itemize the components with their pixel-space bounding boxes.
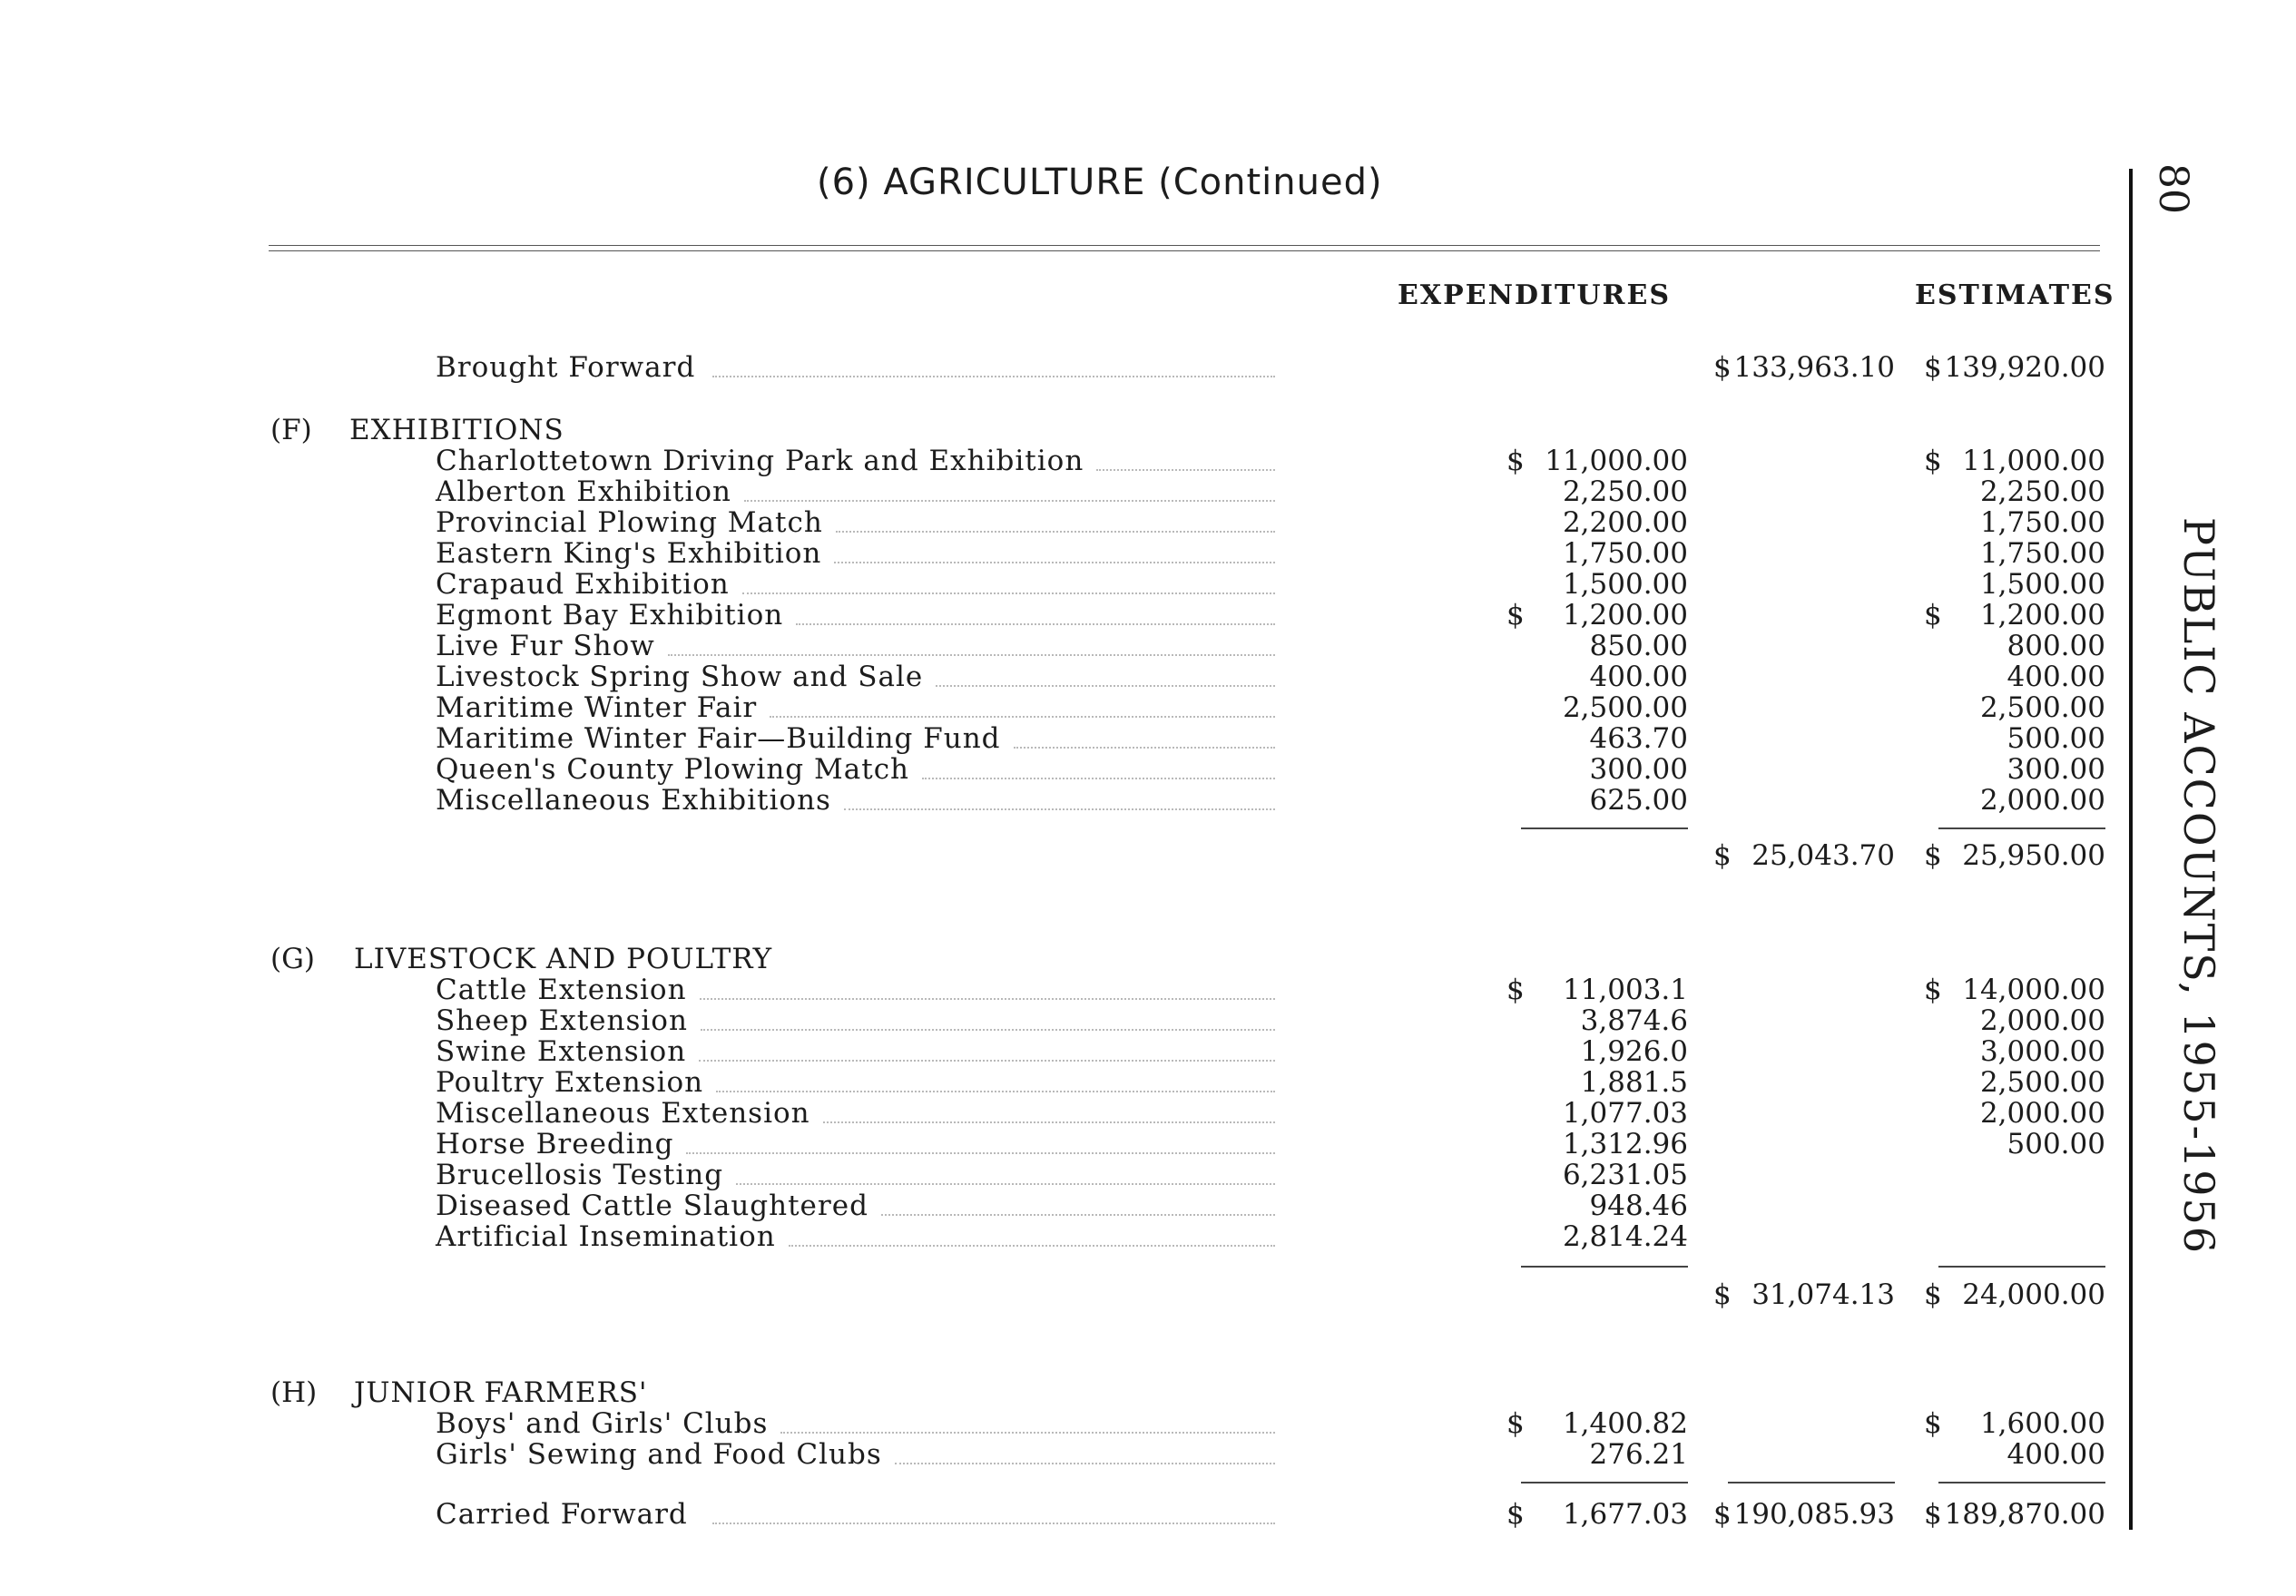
line-item-estimate: 800.00 [2007,630,2105,662]
margin-rule [2129,169,2133,1530]
section-title: EXHIBITIONS [349,414,564,446]
dollar-sign: $ [1713,351,1732,384]
section-g-heading [0,944,2124,974]
header-rule-bottom [269,250,2100,251]
line-item-label: Charlottetown Driving Park and Exhibition [436,445,1084,477]
line-item-row [0,785,2124,816]
line-item-row [0,1036,2124,1067]
line-item-row [0,1221,2124,1252]
dollar-sign: $ [1924,1498,1942,1531]
line-item-row [0,631,2124,661]
section-f-total-estimate: 25,950.00 [1962,839,2105,872]
section-title: JUNIOR FARMERS' [354,1376,648,1409]
dollar-sign: $ [1924,1278,1942,1311]
line-item-label: Sheep Extension [436,1004,688,1037]
leader-dots [1096,469,1275,471]
leader-dots [744,500,1275,502]
leader-dots [895,1463,1275,1464]
line-item-label: Queen's County Plowing Match [436,753,910,786]
leader-dots [716,1091,1275,1092]
section-letter: (H) [270,1376,318,1409]
line-item-row [0,446,2124,476]
line-item-estimate: 1,750.00 [1979,506,2105,539]
column-header-expenditures: EXPENDITURES [1398,279,1671,311]
subtotal-rule [1521,1266,1688,1268]
dollar-sign: $ [1924,351,1942,384]
dollar-sign: $ [1924,599,1942,632]
line-item-label: Brucellosis Testing [436,1159,724,1191]
line-item-estimate: 400.00 [2007,661,2105,693]
line-item-expenditure: 3,874.6 [1580,1004,1688,1037]
section-f-heading [0,415,2124,446]
leader-dots [1014,747,1275,749]
line-item-label: Miscellaneous Exhibitions [436,784,831,817]
column-header-estimates: ESTIMATES [1915,279,2115,311]
line-item-estimate: 3,000.00 [1979,1035,2105,1068]
line-item-label: Maritime Winter Fair—Building Fund [436,722,1001,755]
line-item-label: Eastern King's Exhibition [436,537,822,570]
leader-dots [844,808,1275,810]
leader-dots [686,1152,1275,1154]
line-item-expenditure: 300.00 [1589,753,1688,786]
line-item-estimate: 1,200.00 [1979,599,2105,632]
line-item-label: Poultry Extension [436,1066,704,1099]
line-item-estimate: 500.00 [2007,722,2105,755]
line-item-expenditure: 2,200.00 [1562,506,1688,539]
line-item-row [0,692,2124,723]
header-rule-top [269,245,2100,246]
line-item-expenditure: 463.70 [1589,722,1688,755]
section-g-total-expenditure: 31,074.13 [1751,1278,1895,1311]
line-item-expenditure: 625.00 [1589,784,1688,817]
line-item-expenditure: 948.46 [1589,1190,1688,1222]
page-title: (6) AGRICULTURE (Continued) [817,162,1383,203]
line-item-label: Artificial Insemination [436,1220,776,1253]
leader-dots [701,1029,1275,1031]
line-item-expenditure: 2,250.00 [1562,475,1688,508]
line-item-expenditure: 1,500.00 [1562,568,1688,601]
side-running-title: PUBLIC ACCOUNTS, 1955-1956 [2174,517,2223,1256]
dollar-sign: $ [1924,974,1942,1006]
dollar-sign: $ [1506,974,1525,1006]
line-item-estimate: 500.00 [2007,1128,2105,1160]
line-item-label: Maritime Winter Fair [436,691,758,724]
subtotal-rule [1938,1482,2105,1483]
brought-forward-estimate: 139,920.00 [1944,351,2105,384]
line-item-row [0,1160,2124,1190]
line-item-row [0,1067,2124,1098]
carried-forward-expenditure: 1,677.03 [1562,1498,1688,1531]
leader-dots [823,1121,1275,1123]
leader-dots [712,376,1275,377]
line-item-expenditure: 1,881.5 [1580,1066,1688,1099]
carried-forward-estimate: 189,870.00 [1944,1498,2105,1531]
dollar-sign: $ [1924,839,1942,872]
leader-dots [699,1060,1275,1062]
line-item-label: Boys' and Girls' Clubs [436,1407,769,1440]
section-f-total-expenditure: 25,043.70 [1751,839,1895,872]
line-item-label: Diseased Cattle Slaughtered [436,1190,868,1222]
brought-forward-expenditure: 133,963.10 [1733,351,1895,384]
line-item-label: Live Fur Show [436,630,655,662]
leader-dots [834,562,1275,563]
leader-dots [770,716,1275,718]
line-item-row [0,1098,2124,1129]
line-item-expenditure: 1,400.82 [1562,1407,1688,1440]
line-item-row [0,1005,2124,1036]
subtotal-rule [1521,827,1688,829]
leader-dots [700,998,1275,1000]
subtotal-rule [1521,1482,1688,1483]
line-item-expenditure: 1,312.96 [1562,1128,1688,1160]
line-item-expenditure: 1,926.0 [1580,1035,1688,1068]
line-item-estimate: 1,750.00 [1979,537,2105,570]
page-number: 80 [2150,163,2196,214]
section-title: LIVESTOCK AND POULTRY [354,943,773,975]
line-item-row [0,476,2124,507]
leader-dots [789,1245,1275,1247]
section-letter: (F) [270,414,312,446]
line-item-row [0,661,2124,692]
section-f-total-row [0,840,2124,871]
leader-dots [668,654,1275,656]
dollar-sign: $ [1713,839,1732,872]
leader-dots [836,531,1275,533]
line-item-expenditure: 276.21 [1589,1438,1688,1471]
dollar-sign: $ [1924,445,1942,477]
line-item-estimate: 2,250.00 [1979,475,2105,508]
brought-forward-label: Brought Forward [436,351,696,384]
line-item-row [0,569,2124,600]
line-item-label: Alberton Exhibition [436,475,732,508]
subtotal-rule [1938,827,2105,829]
line-item-expenditure: 2,500.00 [1562,691,1688,724]
leader-dots [742,592,1275,594]
leader-dots [780,1432,1275,1434]
line-item-label: Livestock Spring Show and Sale [436,661,924,693]
line-item-expenditure: 11,003.1 [1562,974,1688,1006]
line-item-estimate: 2,500.00 [1979,691,2105,724]
subtotal-rule [1728,1482,1895,1483]
carried-forward-expenditure-total: 190,085.93 [1733,1498,1895,1531]
line-item-estimate: 14,000.00 [1962,974,2105,1006]
line-item-label: Horse Breeding [436,1128,674,1160]
line-item-row [0,1408,2124,1439]
line-item-row [0,538,2124,569]
line-item-estimate: 300.00 [2007,753,2105,786]
line-item-label: Miscellaneous Extension [436,1097,810,1130]
line-item-row [0,600,2124,631]
line-item-label: Egmont Bay Exhibition [436,599,784,632]
dollar-sign: $ [1506,445,1525,477]
line-item-expenditure: 2,814.24 [1562,1220,1688,1253]
line-item-label: Cattle Extension [436,974,687,1006]
line-item-estimate: 1,600.00 [1979,1407,2105,1440]
leader-dots [736,1183,1275,1185]
dollar-sign: $ [1506,1407,1525,1440]
line-item-estimate: 400.00 [2007,1438,2105,1471]
carried-forward-label: Carried Forward [436,1498,688,1531]
line-item-row [0,1129,2124,1160]
section-g-total-estimate: 24,000.00 [1962,1278,2105,1311]
line-item-expenditure: 1,750.00 [1562,537,1688,570]
line-item-estimate: 11,000.00 [1962,445,2105,477]
line-item-label: Girls' Sewing and Food Clubs [436,1438,882,1471]
leader-dots [936,685,1275,687]
line-item-expenditure: 6,231.05 [1562,1159,1688,1191]
line-item-estimate: 2,000.00 [1979,784,2105,817]
line-item-label: Provincial Plowing Match [436,506,823,539]
leader-dots [712,1523,1275,1524]
line-item-expenditure: 850.00 [1589,630,1688,662]
carried-forward-row [0,1499,2124,1530]
line-item-estimate: 2,000.00 [1979,1097,2105,1130]
line-item-estimate: 2,000.00 [1979,1004,2105,1037]
dollar-sign: $ [1924,1407,1942,1440]
line-item-expenditure: 1,077.03 [1562,1097,1688,1130]
line-item-row [0,974,2124,1005]
leader-dots [881,1214,1275,1216]
dollar-sign: $ [1713,1498,1732,1531]
section-g-total-row [0,1279,2124,1310]
dollar-sign: $ [1713,1278,1732,1311]
leader-dots [922,778,1275,779]
line-item-estimate: 1,500.00 [1979,568,2105,601]
line-item-row [0,723,2124,754]
line-item-row [0,507,2124,538]
section-letter: (G) [270,943,315,975]
subtotal-rule [1938,1266,2105,1268]
dollar-sign: $ [1506,1498,1525,1531]
dollar-sign: $ [1506,599,1525,632]
line-item-estimate: 2,500.00 [1979,1066,2105,1099]
line-item-expenditure: 1,200.00 [1562,599,1688,632]
section-h-heading [0,1377,2124,1408]
line-item-expenditure: 400.00 [1589,661,1688,693]
line-item-row [0,754,2124,785]
leader-dots [796,623,1275,625]
line-item-label: Swine Extension [436,1035,687,1068]
line-item-row [0,1439,2124,1470]
line-item-row [0,1190,2124,1221]
line-item-expenditure: 11,000.00 [1545,445,1688,477]
brought-forward-row [0,352,2124,383]
line-item-label: Crapaud Exhibition [436,568,730,601]
